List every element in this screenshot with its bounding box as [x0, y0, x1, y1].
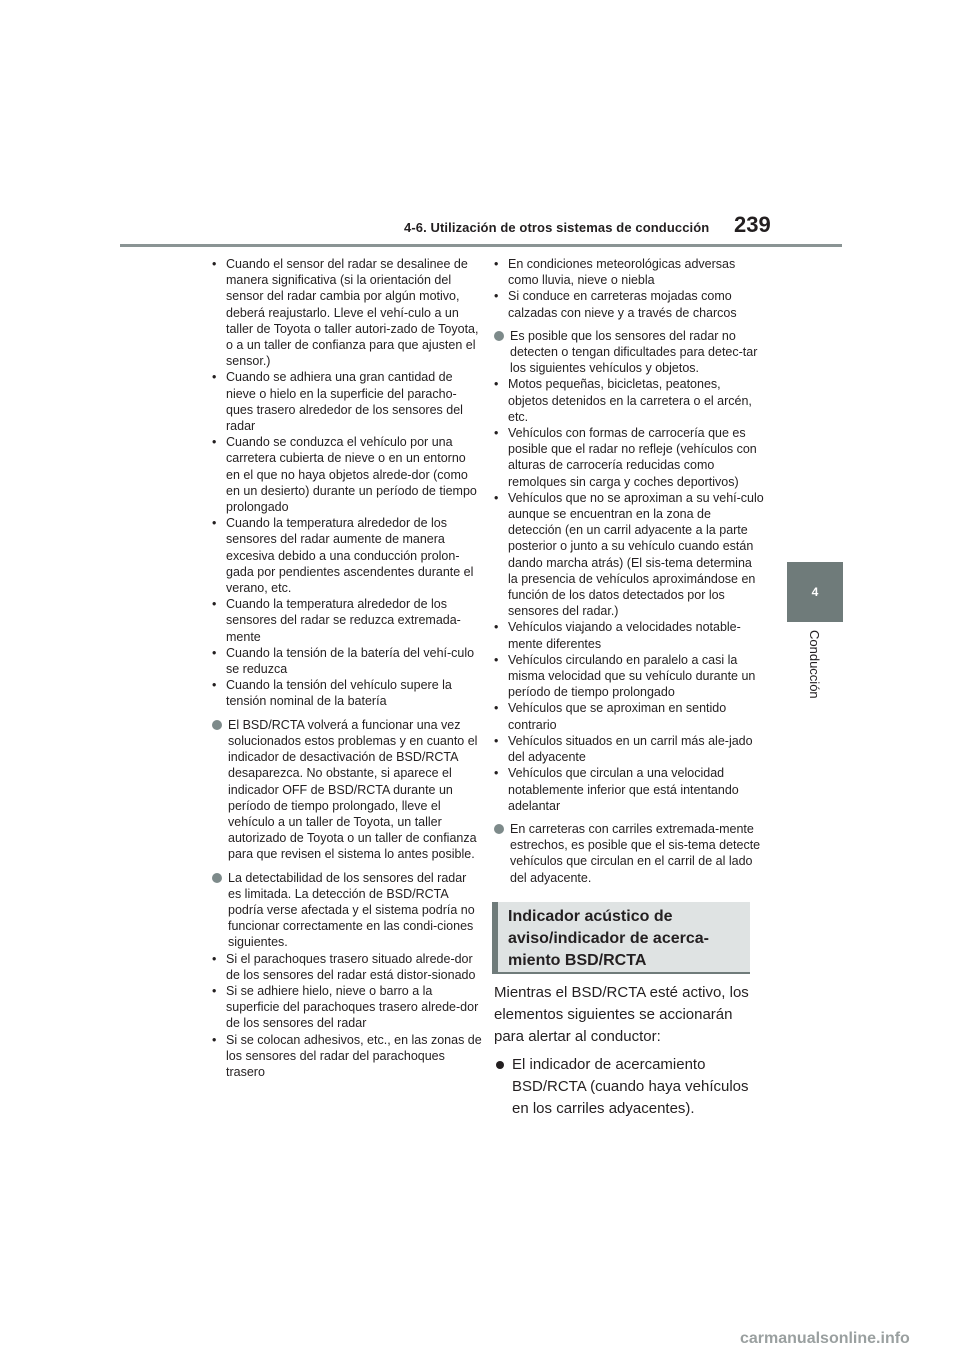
note-paragraph	[494, 328, 764, 377]
watermark: carmanualsonline.info	[740, 1330, 910, 1347]
section-header-title: 4-6. Utilización de otros sistemas de conducción	[404, 220, 710, 235]
list-item: • Vehículos circulando en paralelo a casi la misma velocidad que su vehículo durante un período de tiempo prolongado	[494, 652, 764, 701]
section-heading	[492, 902, 750, 974]
chapter-tab: 4	[787, 562, 843, 622]
section-heading-line: miento BSD/RCTA	[508, 952, 647, 969]
list-item: • Vehículos que se aproximan en sentido contrario	[494, 700, 764, 732]
left-column	[212, 256, 482, 1080]
circle-bullet-icon	[494, 824, 504, 834]
list-item: • Vehículos situados en un carril más ale-jado del adyacente	[494, 733, 764, 765]
body-paragraph: Mientras el BSD/RCTA esté activo, los elementos siguientes se accionarán para alertar al conductor:	[494, 984, 749, 1045]
right-column	[494, 256, 764, 886]
note-paragraph	[494, 821, 764, 886]
section-heading-line: Indicador acústico de	[508, 908, 673, 925]
list-item: • Cuando la tensión del vehículo supere la tensión nominal de la batería	[212, 677, 482, 709]
section-body	[494, 982, 754, 1120]
list-item: • Vehículos viajando a velocidades notable-mente diferentes	[494, 619, 764, 651]
list-item: • Si se colocan adhesivos, etc., en las zonas de los sensores del radar del parachoques trasero	[212, 1032, 482, 1081]
list-item: • Vehículos que circulan a una velocidad notablemente inferior que está intentando adelantar	[494, 765, 764, 814]
list-item-text: El indicador de acercamiento BSD/RCTA (cuando haya vehículos en los carriles adyacentes).	[512, 1056, 749, 1117]
list-item: • Cuando la tensión de la batería del vehí-culo se reduzca	[212, 645, 482, 677]
circle-bullet-icon	[212, 873, 222, 883]
list-item: • Cuando se adhiera una gran cantidad de nieve o hielo en la superficie del paracho-ques trasero alrededor de los sensores del radar	[212, 369, 482, 434]
note-text: El BSD/RCTA volverá a funcionar una vez solucionados estos problemas y en cuanto el indicador de desactivación de BSD/RCTA desaparezca. No obstante, si aparece el indicador OFF de BSD/RCTA durante un período de tiempo prolongado, lleve el vehículo a un taller de Toyota, un taller autorizado de Toyota o un taller de confianza para que revisen el sistema lo antes posible.	[228, 717, 478, 862]
list-item: • Motos pequeñas, bicicletas, peatones, objetos detenidos en la carretera o el arcén, etc.	[494, 376, 764, 425]
circle-bullet-icon	[212, 720, 222, 730]
note-text: La detectabilidad de los sensores del radar es limitada. La detección de BSD/RCTA podría verse afectada y el sistema podría no funcionar correctamente en las condi-ciones siguientes.	[228, 870, 475, 950]
section-heading-line: aviso/indicador de acerca-	[508, 930, 709, 947]
list-item: • Cuando la temperatura alrededor de los sensores del radar se reduzca extremada-mente	[212, 596, 482, 645]
bullet-icon	[496, 1061, 504, 1069]
list-item: • Cuando la temperatura alrededor de los sensores del radar aumente de manera excesiva debido a una conducción prolon-gada por pendientes ascendentes durante el verano, etc.	[212, 515, 482, 596]
list-item: • Vehículos que no se aproximan a su vehí-culo aunque se encuentran en la zona de detección (en un carril adyacente a la parte posterior o junto a su vehículo cuando están dando marcha atrás) (El sis-tema determina la presencia de vehículos aproximándose en función de los datos detectados por los sensores del radar.)	[494, 490, 764, 620]
list-item: • Cuando se conduzca el vehículo por una carretera cubierta de nieve o en un entorno en el que no haya objetos alrede-dor (como en un desierto) durante un período de tiempo prolongado	[212, 434, 482, 515]
note-text: En carreteras con carriles extremada-mente estrechos, es posible que el sis-tema detecte vehículos que circulan en el carril de al lado del adyacente.	[510, 821, 761, 885]
list-item: • Si conduce en carreteras mojadas como calzadas con nieve y a través de charcos	[494, 288, 764, 320]
list-item: • Si se adhiere hielo, nieve o barro a la superficie del parachoques trasero alrede-dor de los sensores del radar	[212, 983, 482, 1032]
header-divider	[120, 244, 842, 247]
chapter-tab-label: Conducción	[807, 630, 822, 699]
note-paragraph	[212, 870, 482, 951]
page-number: 239	[734, 212, 771, 237]
list-item: • Si el parachoques trasero situado alrede-dor de los sensores del radar está distor-sionado	[212, 951, 482, 983]
list-item: • Cuando el sensor del radar se desalinee de manera significativa (si la orientación del sensor del radar cambia por algún motivo, deberá reajustarlo. Lleve el vehí-culo a un taller de Toyota o taller autori-zado de Toyota, o a un taller de confianza para que ajusten el sensor.)	[212, 256, 482, 369]
circle-bullet-icon	[494, 331, 504, 341]
list-item: • En condiciones meteorológicas adversas como lluvia, nieve o niebla	[494, 256, 764, 288]
note-text: Es posible que los sensores del radar no detecten o tengan dificultades para detec-tar los siguientes vehículos y objetos.	[510, 328, 758, 376]
list-item	[496, 1054, 754, 1120]
list-item: • Vehículos con formas de carrocería que es posible que el radar no refleje (vehículos con alturas de carrocería reducidas como remolques sin carga y coches deportivos)	[494, 425, 764, 490]
note-paragraph	[212, 717, 482, 863]
